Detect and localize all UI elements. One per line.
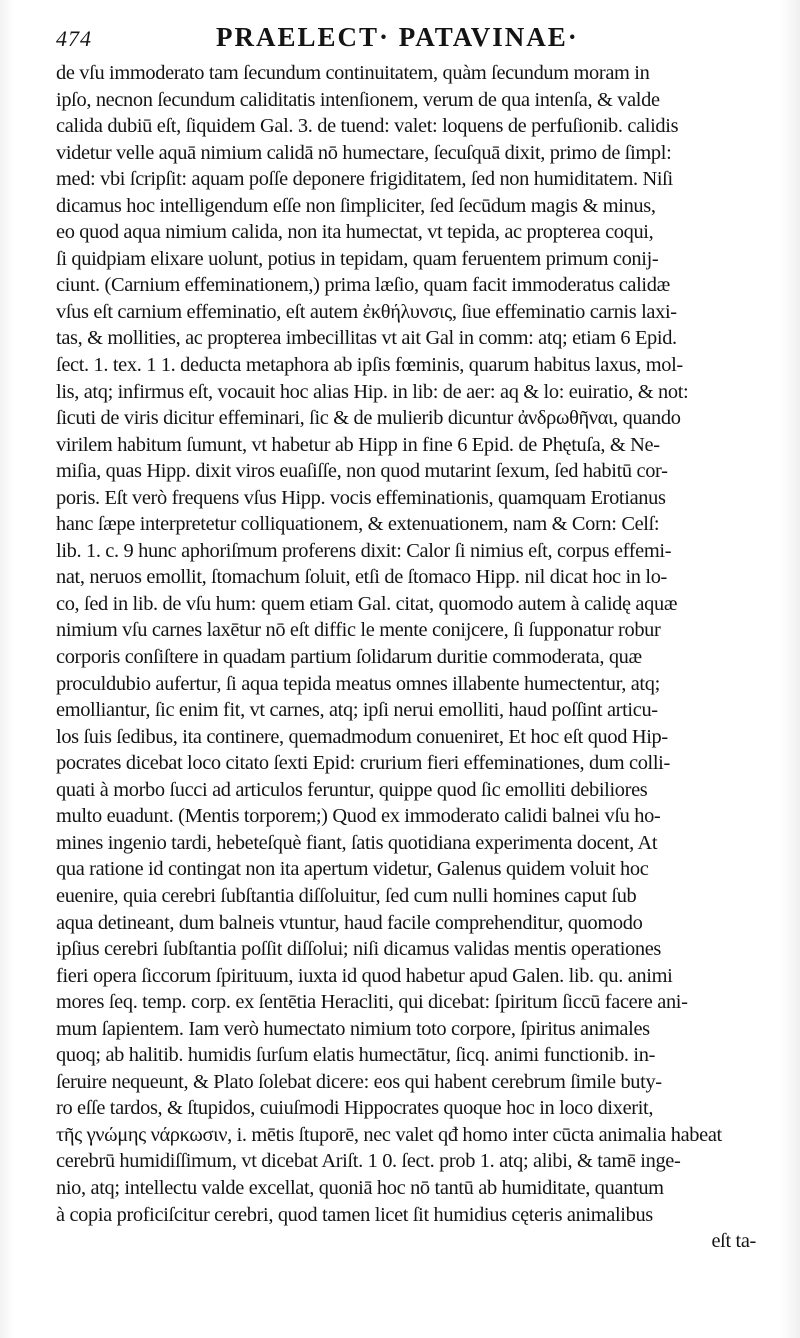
body-text bbox=[56, 60, 772, 1255]
text-line: aqua detineant, dum balneis vtuntur, haud facile comprehenditur, quomodo bbox=[56, 911, 643, 934]
text-line: co, ſed in lib. de vſu hum: quem etiam Gal. citat, quomodo autem à calidę aquæ bbox=[56, 592, 678, 615]
text-line: eo quod aqua nimium calida, non ita humectat, vt tepida, ac propterea coqui, bbox=[56, 221, 654, 244]
text-line: lis, atq; infirmus eſt, vocauit hoc alias Hip. in lib: de aer: aq & lo: euiratio, & not: bbox=[56, 380, 689, 403]
page-number: 474 bbox=[56, 26, 92, 51]
text-line: corporis conſiſtere in quadam partium ſolidarum duritie commoderata, quæ bbox=[56, 646, 642, 669]
text-line: ipſius cerebri ſubſtantia poſſit diſſolui; niſi dicamus validas mentis operationes bbox=[56, 938, 661, 961]
text-line: qua ratione id contingat non ita apertum videtur, Galenus quidem voluit hoc bbox=[56, 858, 649, 881]
text-line: med: vbi ſcripſit: aquam poſſe deponere frigiditatem, ſed non humiditatem. Niſi bbox=[56, 168, 673, 191]
text-line: dicamus hoc intelligendum eſſe non ſimpliciter, ſed ſecūdum magis & minus, bbox=[56, 194, 656, 217]
text-line: ſi quidpiam elixare uolunt, potius in tepidam, quam feruentem primum conij- bbox=[56, 247, 659, 270]
text-line: ciunt. (Carnium effeminationem,) prima læſio, quam facit immoderatus calidæ bbox=[56, 274, 670, 297]
text-line: ſect. 1. tex. 1 1. deducta metaphora ab ipſis fœminis, quarum habitus laxus, mol- bbox=[56, 354, 683, 377]
text-line: fieri opera ſiccorum ſpirituum, iuxta id quod habetur apud Galen. lib. qu. animi bbox=[56, 964, 673, 987]
text-line: ſeruire nequeunt, & Plato ſolebat dicere: eos qui habent cerebrum ſimile buty- bbox=[56, 1070, 662, 1093]
text-line: lib. 1. c. 9 hunc aphoriſmum proferens dixit: Calor ſi nimius eſt, corpus effemi- bbox=[56, 539, 672, 562]
text-line: poris. Eſt verò frequens vſus Hipp. vocis effeminationis, quamquam Erotianus bbox=[56, 486, 666, 509]
text-line: calida dubiū eſt, ſiquidem Gal. 3. de tuend: valet: loquens de perfuſionib. calidis bbox=[56, 115, 679, 138]
text-line: vſus eſt carnium effeminatio, eſt autem ἐκθήλυνσις, ſiue effeminatio carnis laxi- bbox=[56, 300, 677, 323]
text-line: los ſuis ſedibus, ita continere, quemadmodum conueniret, Et hoc eſt quod Hip- bbox=[56, 725, 668, 748]
text-line: τῆς γνώμης νάρκωσιν, i. mētis ſtuporē, nec valet qđ homo inter cūcta animalia habeat bbox=[56, 1123, 722, 1146]
text-line: cerebrū humidiſſimum, vt dicebat Ariſt. 1 0. ſect. prob 1. atq; alibi, & tamē inge- bbox=[56, 1150, 681, 1173]
text-line: nio, atq; intellectu valde excellat, quoniā hoc nō tantū ab humiditate, quantum bbox=[56, 1176, 664, 1199]
catchword: eſt ta- bbox=[711, 1230, 756, 1253]
text-line: de vſu immoderato tam ſecundum continuitatem, quàm ſecundum moram in bbox=[56, 62, 650, 84]
text-line: mores ſeq. temp. corp. ex ſentētia Heracliti, qui dicebat: ſpiritum ſiccū facere ani- bbox=[56, 991, 688, 1014]
text-line: ſicuti de viris dicitur effeminari, ſic & de mulierib dicuntur ἀνδρωθῆναι, quando bbox=[56, 407, 681, 430]
running-head: PRAELECT· PATAVINAE· bbox=[216, 22, 579, 52]
text-line: emolliantur, ſic enim fit, vt carnes, atq; ipſi nerui emolliti, haud poſſint articu- bbox=[56, 699, 658, 722]
text-line: mines ingenio tardi, hebeteſquè fiant, ſatis quotidiana experimenta docent, At bbox=[56, 831, 658, 854]
text-line: quati à morbo ſucci ad articulos feruntur, quippe quod ſic emolliti debiliores bbox=[56, 778, 648, 801]
text-line: quoq; ab halitib. humidis ſurſum elatis humectātur, ſicq. animi functionib. in- bbox=[56, 1044, 656, 1067]
text-line: nimium vſu carnes laxētur nō eſt diffic le mente conijcere, ſi ſupponatur robur bbox=[56, 619, 661, 642]
text-line: videtur velle aquā nimium calidā nō humectare, ſecuſquā dixit, primo de ſimpl: bbox=[56, 141, 672, 164]
text-line: nat, neruos emollit, ſtomachum ſoluit, etſi de ſtomaco Hipp. nil dicat hoc in lo- bbox=[56, 566, 667, 589]
text-line: ipſo, necnon ſecundum caliditatis intenſionem, verum de qua intenſa, & valde bbox=[56, 88, 660, 111]
text-line: à copia proficiſcitur cerebri, quod tamen licet ſit humidius cęteris animalibus bbox=[56, 1203, 653, 1226]
text-line: ro eſſe tardos, & ſtupidos, cuiuſmodi Hippocrates quoque hoc in loco dixerit, bbox=[56, 1097, 654, 1120]
text-line: mum ſapientem. Iam verò humectato nimium toto corpore, ſpiritus animales bbox=[56, 1017, 650, 1040]
catchword-row bbox=[56, 1228, 772, 1255]
text-line: proculdubio aufertur, ſi aqua tepida meatus omnes illabente humectentur, atq; bbox=[56, 672, 660, 695]
page-header bbox=[56, 22, 776, 56]
text-line: multo euadunt. (Mentis torporem;) Quod ex immoderato calidi balnei vſu ho- bbox=[56, 805, 661, 828]
text-line: euenire, quia cerebri ſubſtantia diſſoluitur, ſed cum nulli homines caput ſub bbox=[56, 884, 637, 907]
text-line: virilem habitum ſumunt, vt habetur ab Hipp in fine 6 Epid. de Phętuſa, & Ne- bbox=[56, 433, 660, 456]
text-line: miſia, quas Hipp. dixit viros euaſiſſe, non quod mutarint ſexum, ſed habitū cor- bbox=[56, 460, 668, 483]
text-line: tas, & mollities, ac propterea imbecillitas vt ait Gal in comm: atq; etiam 6 Epid. bbox=[56, 327, 677, 350]
text-line: pocrates dicebat loco citato ſexti Epid: crurium fieri effeminationes, dum colli- bbox=[56, 752, 670, 775]
text-line: hanc ſæpe interpretetur colliquationem, & extenuationem, nam & Corn: Celſ: bbox=[56, 513, 660, 536]
